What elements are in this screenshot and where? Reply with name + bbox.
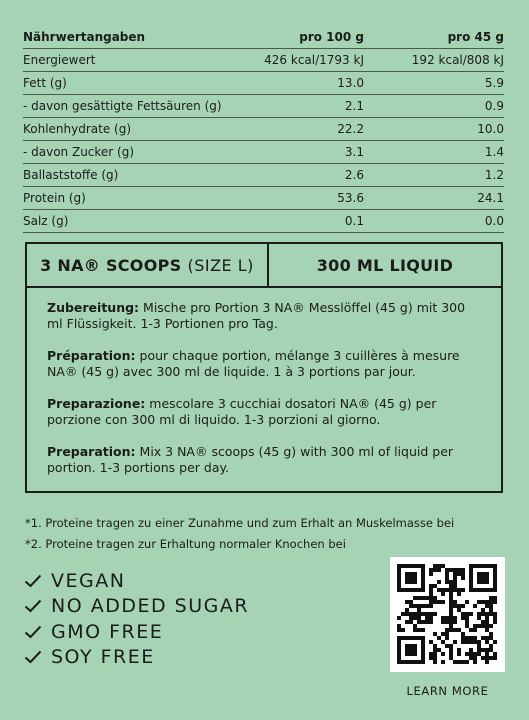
value-per-100g: 0.1	[224, 210, 364, 233]
nutrient-name: - davon Zucker (g)	[23, 141, 224, 164]
footnote-1: *1. Proteine tragen zu einer Zunahme und zum Erhalt an Muskelmasse bei	[25, 516, 455, 530]
product-claims	[24, 568, 249, 670]
table-row	[23, 187, 504, 210]
value-per-45g: 1.4	[364, 141, 504, 164]
liquid-cell: 300 ML LIQUID	[316, 255, 454, 275]
nutrient-name: Ballaststoffe (g)	[23, 164, 224, 187]
table-row	[23, 164, 504, 187]
instruction-label: Zubereitung:	[47, 300, 140, 315]
table-row	[23, 210, 504, 233]
value-per-45g: 192 kcal/808 kJ	[364, 49, 504, 72]
dosage-box	[25, 242, 503, 493]
instruction-label: Preparazione:	[47, 396, 146, 411]
instruction-text: mescolare 3 cucchiai dosatori NA® (45 g) per porzione con 300 ml di liquido. 1-3 porzioni al giorno.	[47, 396, 437, 427]
checkmark-icon	[24, 574, 42, 588]
value-per-100g: 53.6	[224, 187, 364, 210]
footnote-2: *2. Proteine tragen zur Erhaltung normaler Knochen bei	[25, 537, 346, 551]
table-row	[23, 141, 504, 164]
value-per-100g: 3.1	[224, 141, 364, 164]
nutrient-name: Kohlenhydrate (g)	[23, 118, 224, 141]
claim-item	[24, 645, 249, 671]
claim-label: NO ADDED SUGAR	[51, 595, 250, 618]
qr-code-icon	[397, 564, 498, 665]
instruction-text: Mix 3 NA® scoops (45 g) with 300 ml of liquid per portion. 1-3 portions per day.	[47, 444, 454, 475]
checkmark-icon	[24, 599, 42, 613]
instruction-en	[47, 444, 481, 476]
value-per-100g: 13.0	[224, 72, 364, 95]
dosage-header	[27, 244, 501, 288]
checkmark-icon	[24, 650, 42, 664]
instruction-label: Preparation:	[47, 444, 136, 459]
scoop-size: (SIZE L)	[187, 255, 254, 275]
claim-item	[24, 619, 249, 645]
header-per-100g: pro 100 g	[224, 24, 364, 49]
nutrient-name: Salz (g)	[23, 210, 224, 233]
nutrient-name: Fett (g)	[23, 72, 224, 95]
value-per-100g: 2.1	[224, 95, 364, 118]
qr-code[interactable]	[390, 557, 505, 672]
instruction-it	[47, 396, 481, 428]
nutrient-name: Protein (g)	[23, 187, 224, 210]
claim-label: VEGAN	[51, 569, 126, 592]
qr-modules	[397, 564, 497, 664]
checkmark-icon	[24, 625, 42, 639]
claim-label: GMO FREE	[51, 620, 164, 643]
header-per-45g: pro 45 g	[364, 24, 504, 49]
value-per-100g: 426 kcal/1793 kJ	[224, 49, 364, 72]
instruction-de	[47, 300, 481, 332]
instruction-text: pour chaque portion, mélange 3 cuillères à mesure NA® (45 g) avec 300 ml de liquide. 1 à 3 portions par jour.	[47, 348, 460, 379]
nutrition-header-row	[23, 24, 504, 49]
nutrition-table	[23, 24, 504, 233]
header-label: Nährwertangaben	[23, 24, 224, 49]
instruction-fr	[47, 348, 481, 380]
table-row	[23, 118, 504, 141]
claim-label: SOY FREE	[51, 646, 155, 669]
table-row	[23, 95, 504, 118]
claim-item	[24, 568, 249, 594]
learn-more-link[interactable]: LEARN MORE	[406, 684, 489, 698]
instruction-text: Mische pro Portion 3 NA® Messlöffel (45 g) mit 300 ml Flüssigkeit. 1-3 Portionen pro Tag.	[47, 300, 466, 331]
table-row	[23, 72, 504, 95]
value-per-100g: 2.6	[224, 164, 364, 187]
nutrient-name: Energiewert	[23, 49, 224, 72]
instruction-label: Préparation:	[47, 348, 136, 363]
instructions	[27, 288, 501, 476]
value-per-45g: 0.9	[364, 95, 504, 118]
value-per-45g: 0.0	[364, 210, 504, 233]
scoops-cell	[27, 244, 269, 286]
claim-item	[24, 594, 249, 620]
value-per-45g: 24.1	[364, 187, 504, 210]
value-per-45g: 5.9	[364, 72, 504, 95]
value-per-100g: 22.2	[224, 118, 364, 141]
table-row	[23, 49, 504, 72]
scoops-label: 3 NA® SCOOPS	[40, 255, 182, 275]
nutrient-name: - davon gesättigte Fettsäuren (g)	[23, 95, 224, 118]
footnotes	[25, 513, 454, 555]
value-per-45g: 10.0	[364, 118, 504, 141]
value-per-45g: 1.2	[364, 164, 504, 187]
